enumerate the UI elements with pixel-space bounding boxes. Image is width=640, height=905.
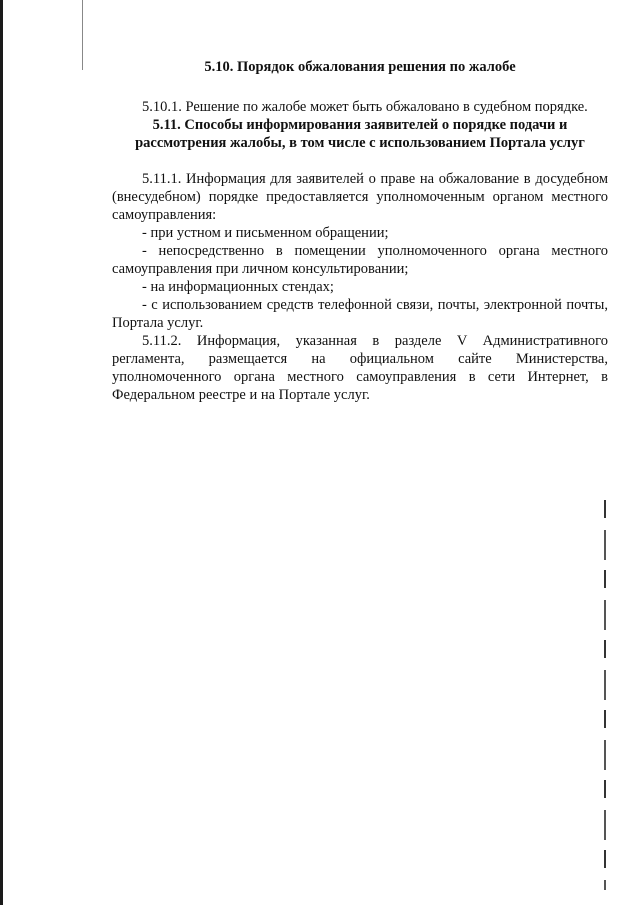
- list-item: - непосредственно в помещении уполномоченного органа местного самоуправления при личном консультировании;: [112, 243, 608, 277]
- scan-edge: [0, 0, 3, 905]
- list-item: - с использованием средств телефонной связи, почты, электронной почты, Портала услуг.: [112, 297, 608, 331]
- paragraph-5-11-2: 5.11.2. Информация, указанная в разделе V Административного регламента, размещается на официальном сайте Министерства, уполномоченного органа местного самоуправления в сети Интернет, в Федеральном реестре и на Портале услуг.: [112, 333, 608, 403]
- list-item: - при устном и письменном обращении;: [142, 225, 389, 241]
- section-heading-5-10: 5.10. Порядок обжалования решения по жалобе: [204, 59, 516, 75]
- document-page: [112, 58, 608, 404]
- scan-edge-line: [82, 0, 83, 70]
- paragraph-5-10-1: 5.10.1. Решение по жалобе может быть обжаловано в судебном порядке.: [142, 99, 588, 115]
- section-heading-5-11: 5.11. Способы информирования заявителей о порядке подачи и рассмотрения жалобы, в том числе с использованием Портала услуг: [135, 117, 585, 151]
- paragraph-5-11-1: 5.11.1. Информация для заявителей о праве на обжалование в досудебном (внесудебном) порядке предоставляется уполномоченным органом местного самоуправления:: [112, 171, 608, 223]
- scan-edge-right: [604, 500, 606, 890]
- list-item: - на информационных стендах;: [142, 279, 334, 295]
